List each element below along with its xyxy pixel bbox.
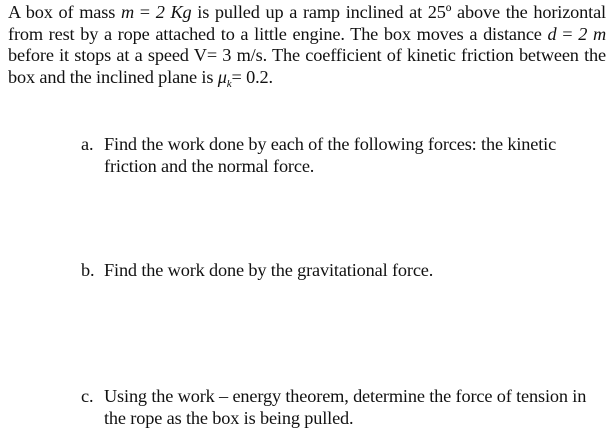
question-letter: b.	[81, 260, 95, 280]
question-text	[104, 386, 601, 429]
problem-statement	[8, 2, 606, 95]
problem-line-2	[8, 24, 606, 46]
question-line: Find the work done by the gravitational force.	[104, 260, 434, 280]
problem-line-4	[8, 67, 606, 96]
question-text	[104, 260, 601, 282]
equals-sign: =	[134, 2, 156, 22]
problem-text: box and the inclined plane is	[8, 66, 218, 87]
kinetic-subscript: k	[226, 77, 232, 90]
question-line: Find the work done by each of the following forces: the kinetic	[104, 134, 557, 154]
question-text	[104, 134, 601, 177]
question-line: Using the work – energy theorem, determine the force of tension in	[104, 386, 587, 406]
friction-coefficient-symbol: μ	[217, 66, 227, 87]
problem-text: from rest by a rope attached to a little engine. The box moves a distance	[8, 23, 548, 44]
distance-symbol: d	[547, 23, 557, 44]
distance-value: 2 m	[578, 23, 606, 44]
problem-text: is pulled up a ramp inclined at 25º above the horizontal	[191, 2, 606, 22]
mass-value: 2 Kg	[155, 2, 192, 22]
equals-sign: =	[556, 23, 579, 44]
mass-symbol: m	[120, 2, 135, 22]
problem-line-3: before it stops at a speed V= 3 m/s. The coefficient of kinetic friction between the	[8, 45, 606, 65]
question-line: the rope as the box is being pulled.	[104, 407, 354, 428]
question-line: friction and the normal force.	[104, 155, 315, 176]
problem-line-1	[8, 2, 606, 24]
friction-coefficient-value: = 0.2.	[231, 66, 273, 87]
question-letter: a.	[81, 134, 94, 154]
question-letter: c.	[81, 386, 94, 406]
problem-text: A box of mass	[8, 2, 121, 22]
